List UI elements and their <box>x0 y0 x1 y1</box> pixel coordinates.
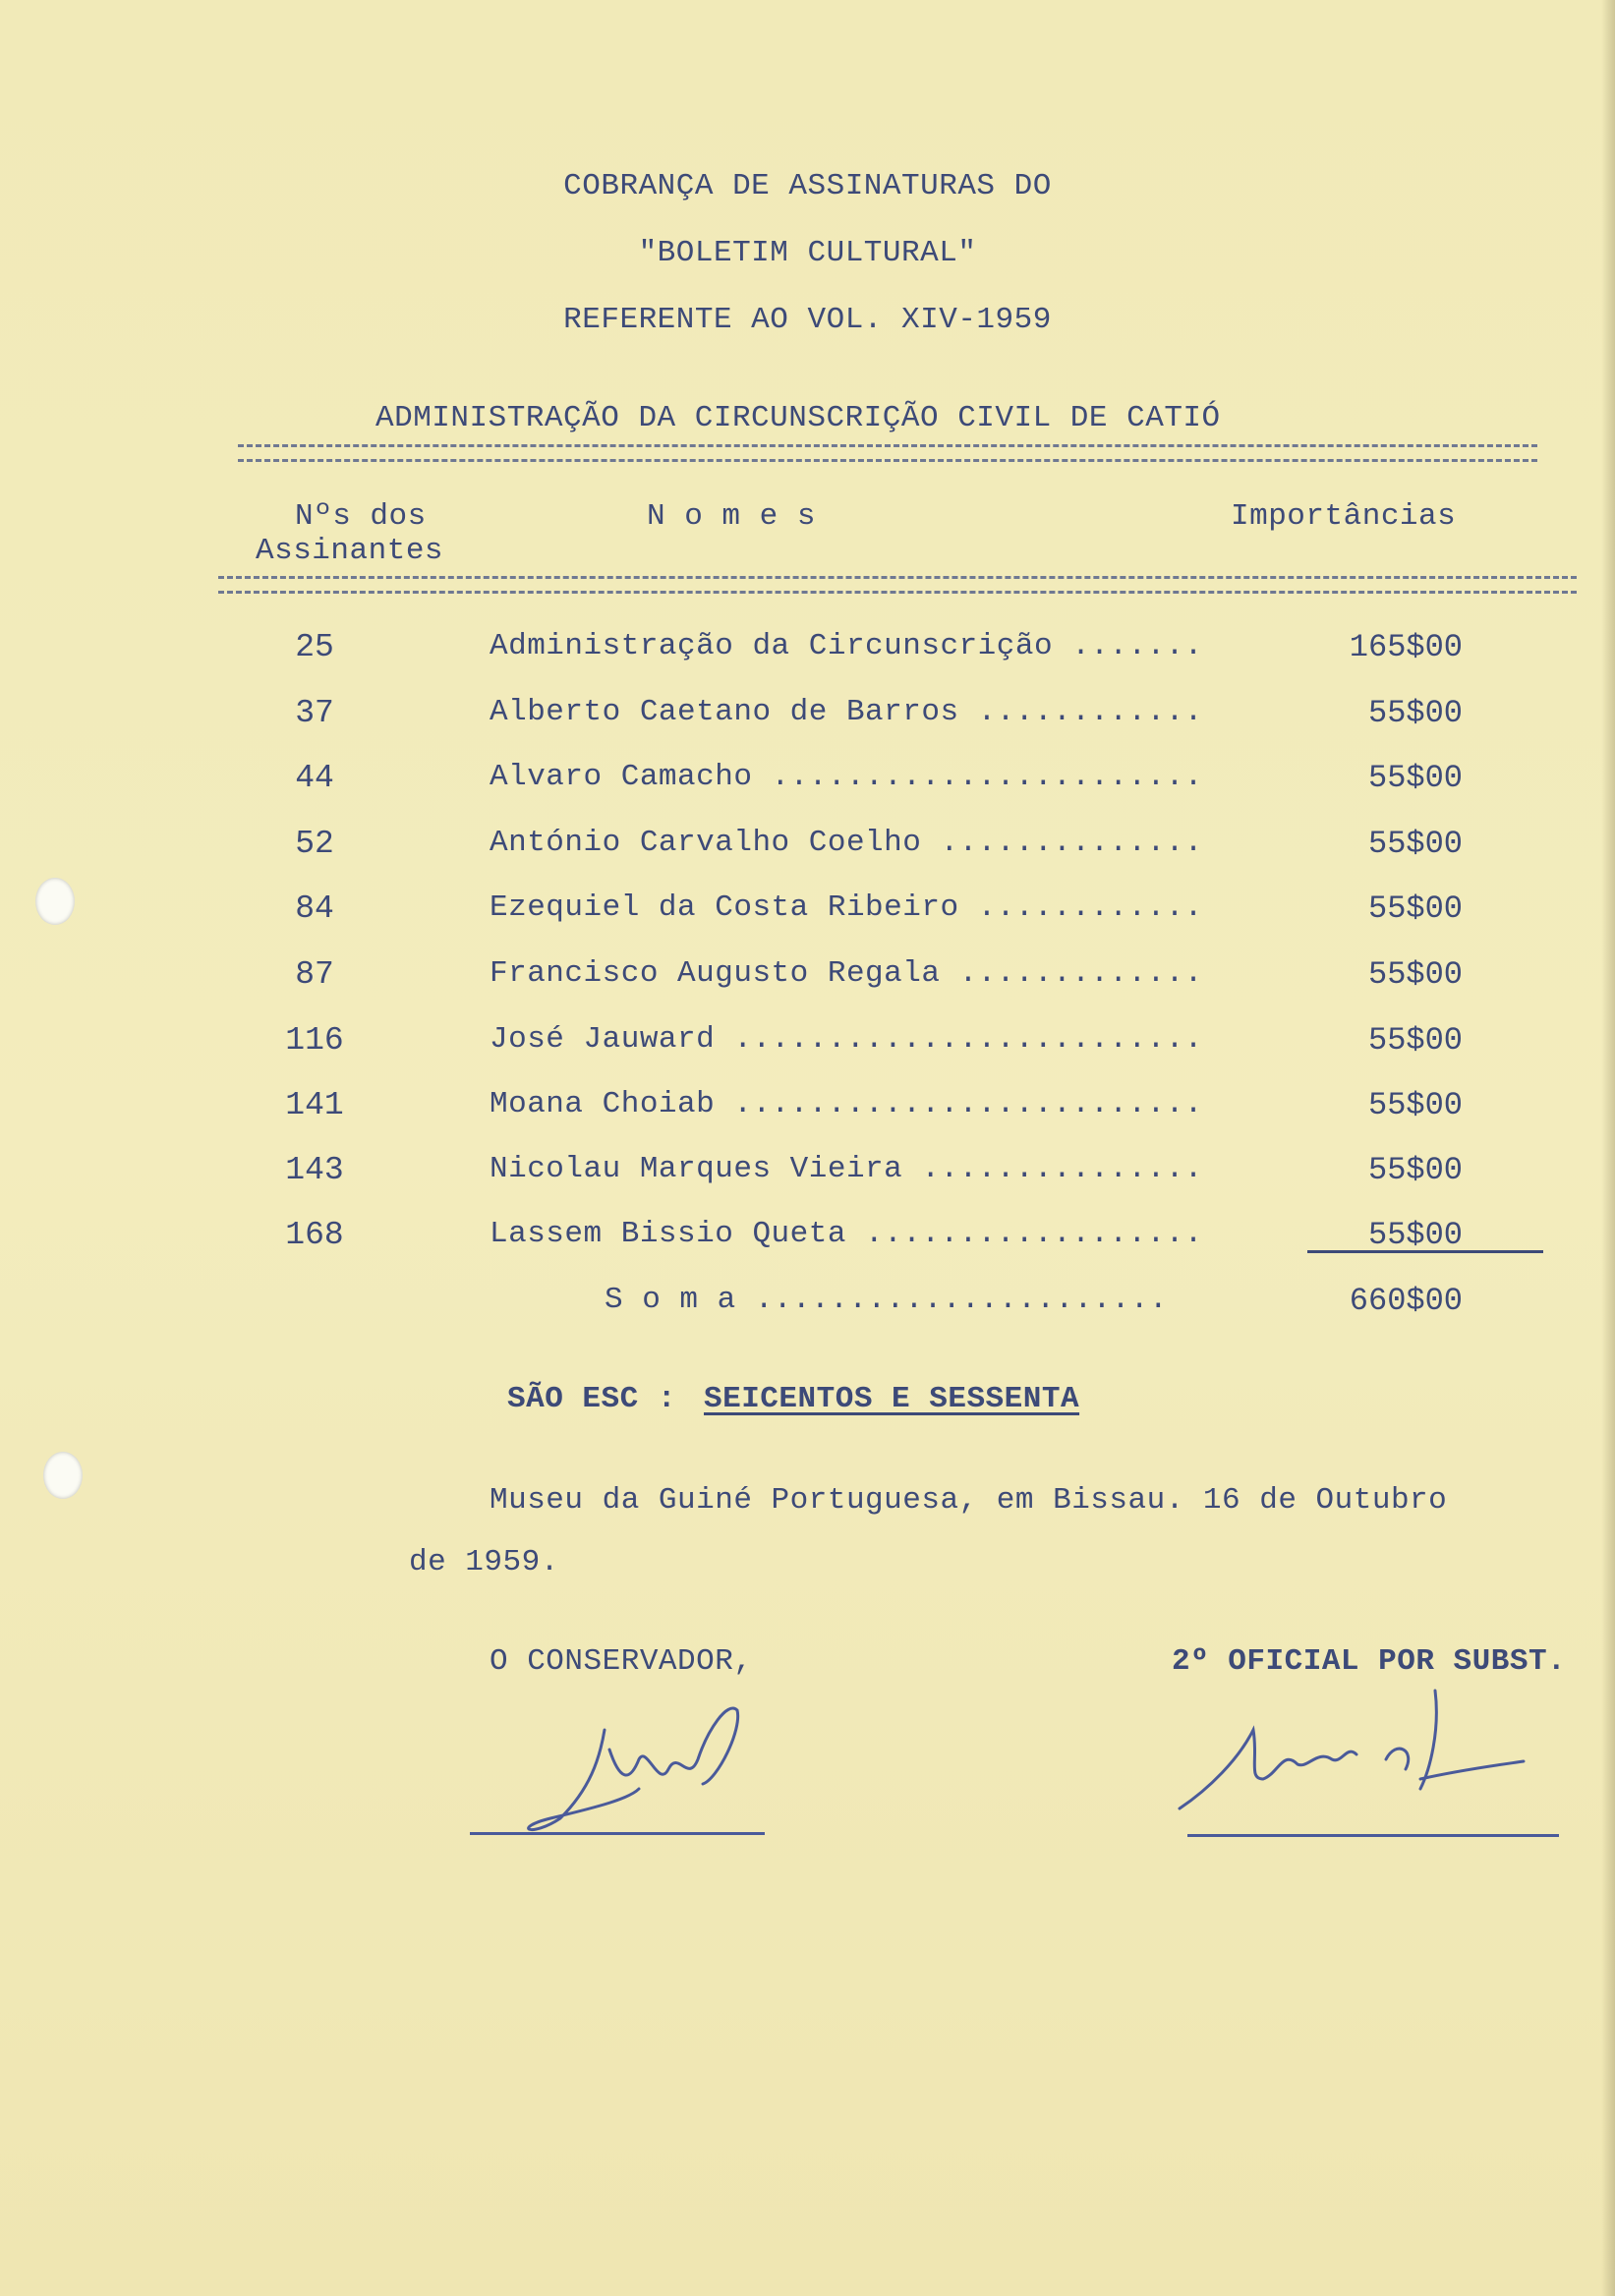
row-number: 116 <box>285 1022 344 1059</box>
table-row <box>0 956 1615 1005</box>
row-name: Alvaro Camacho ....................... <box>490 760 1203 794</box>
sum-underline <box>1307 1250 1543 1253</box>
row-amount: 55$00 <box>1367 826 1463 862</box>
row-amount: 55$00 <box>1367 1022 1463 1059</box>
row-name: Francisco Augusto Regala ............. <box>490 956 1203 991</box>
row-amount: 55$00 <box>1367 1152 1463 1188</box>
row-name: Lassem Bissio Queta .................. <box>490 1217 1203 1251</box>
administration-title: ADMINISTRAÇÃO DA CIRCUNSCRIÇÃO CIVIL DE CATIÓ <box>375 401 1221 435</box>
right-signature-title: 2º OFICIAL POR SUBST. <box>1172 1644 1567 1679</box>
table-row <box>0 1087 1615 1136</box>
row-number: 25 <box>295 629 334 665</box>
col-header-names: N o m e s <box>647 499 816 534</box>
row-number: 141 <box>285 1087 344 1123</box>
row-number: 44 <box>295 760 334 796</box>
place-date-line-1: Museu da Guiné Portuguesa, em Bissau. 16 de Outubro <box>490 1483 1448 1518</box>
table-row <box>0 1152 1615 1201</box>
row-number: 168 <box>285 1217 344 1253</box>
title-rule <box>238 444 1537 462</box>
col-header-num-2: Assinantes <box>256 534 444 568</box>
row-number: 52 <box>295 826 334 862</box>
table-row <box>0 1022 1615 1071</box>
sum-label: S o m a ...................... <box>605 1283 1169 1317</box>
row-name: Administração da Circunscrição ....... <box>490 629 1203 663</box>
row-name: Nicolau Marques Vieira ............... <box>490 1152 1203 1186</box>
header-line-1: COBRANÇA DE ASSINATURAS DO <box>563 169 1052 203</box>
row-amount: 55$00 <box>1367 760 1463 796</box>
header-rule <box>218 576 1577 594</box>
row-number: 84 <box>295 890 334 927</box>
header-line-2: "BOLETIM CULTURAL" <box>638 236 977 270</box>
row-number: 143 <box>285 1152 344 1188</box>
row-name: José Jauward ......................... <box>490 1022 1203 1057</box>
oficial-signature-line <box>1187 1834 1559 1837</box>
total-value: SEICENTOS E SESSENTA <box>704 1382 1080 1416</box>
total-value-wrap <box>704 1382 1079 1416</box>
oficial-signature <box>1170 1671 1563 1828</box>
row-amount: 55$00 <box>1367 1087 1463 1123</box>
row-amount: 55$00 <box>1367 695 1463 731</box>
sum-row <box>0 1283 1615 1332</box>
table-row <box>0 826 1615 875</box>
row-amount: 55$00 <box>1367 956 1463 993</box>
row-name: Alberto Caetano de Barros ............ <box>490 695 1203 729</box>
row-name: Ezequiel da Costa Ribeiro ............ <box>490 890 1203 925</box>
row-amount: 55$00 <box>1367 1217 1463 1253</box>
row-amount: 165$00 <box>1349 629 1463 665</box>
header-line-3: REFERENTE AO VOL. XIV-1959 <box>563 303 1052 337</box>
punch-hole-bottom <box>43 1452 83 1499</box>
table-row <box>0 695 1615 744</box>
table-row <box>0 890 1615 940</box>
left-signature-title: O CONSERVADOR, <box>490 1644 753 1679</box>
conservador-signature-line <box>470 1832 765 1835</box>
place-date-line-2: de 1959. <box>409 1545 559 1579</box>
sum-amount: 660$00 <box>1349 1283 1463 1319</box>
col-header-num-1: Nºs dos <box>295 499 427 534</box>
row-number: 37 <box>295 695 334 731</box>
table-row <box>0 1217 1615 1266</box>
row-number: 87 <box>295 956 334 993</box>
total-prefix: SÃO ESC : <box>507 1382 676 1416</box>
row-amount: 55$00 <box>1367 890 1463 927</box>
table-row <box>0 760 1615 809</box>
row-name: António Carvalho Coelho .............. <box>490 826 1203 860</box>
col-header-amounts: Importâncias <box>1231 499 1457 534</box>
row-name: Moana Choiab ......................... <box>490 1087 1203 1121</box>
table-row <box>0 629 1615 678</box>
conservador-signature <box>491 1691 786 1848</box>
paper-edge <box>1601 0 1615 2296</box>
